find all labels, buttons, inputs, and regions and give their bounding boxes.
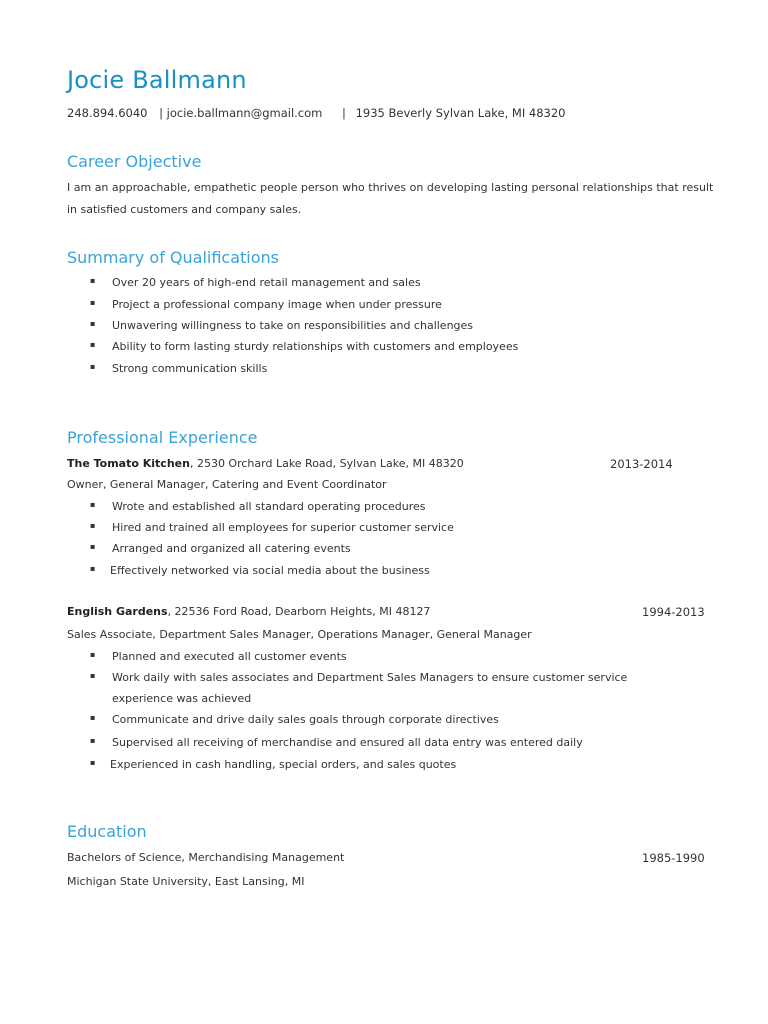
bullet-icon: ▪ [90,542,96,551]
bullet-icon: ▪ [90,650,96,659]
experience-heading: Professional Experience [67,428,258,447]
contact-separator: | [159,106,164,120]
bullet-icon: ▪ [90,319,96,328]
bullet-icon: ▪ [90,500,96,509]
phone-number: 248.894.6040 [67,106,148,120]
employer-name: English Gardens [67,605,168,618]
education-degree: Bachelors of Science, Merchandising Management [67,851,345,864]
contact-line [67,106,565,120]
resume-name: Jocie Ballmann [67,66,247,94]
resume-page: Jocie Ballmann 248.894.6040 | jocie.ballmann@gmail.com | 1935 Beverly Sylvan Lake, MI 48320 Career Objective I am an approachable, empathetic people person who thrives on developing lasting personal relationships that result in satisfied customers and company sales. Summary of Qualifications ▪ Over 20 years of high-end retail management and sales ▪ Project a professional company image when under pressure ▪ Unwavering willingness to take on responsibilities and challenges ▪ Ability to form lasting sturdy relationships with customers and employees ▪ Strong communication skills Professional Experience The Tomato Kitchen, 2530 Orchard Lake Road, Sylvan Lake, MI 48320 2013-2014 Owner, General Manager, Catering and Event Coordinator ▪ Wrote and established all standard operating procedures ▪ Hired and trained all employees for superior customer service ▪ Arranged and organized all catering events ▪ Effectively networked via social media about the business English Gardens, 22536 Ford Road, Dearborn Heights, MI 48127 1994-2013 Sales Associate, Department Sales Manager, Operations Manager, General Manager ▪ Planned and executed all customer events ▪ Work daily with sales associates and Department Sales Managers to ensure customer service experience was achieved ▪ Communicate and drive daily sales goals through corporate directives ▪ Supervised all receiving of merchandise and ensured all data entry was entered daily ▪ Experienced in cash handling, special orders, and sales quotes Education Bachelors of Science, Merchandising Management 1985-1990 Michigan State University, East Lansing, MI [67,66,714,888]
bullet-icon: ▪ [90,736,96,745]
bullet-icon: ▪ [90,671,96,680]
education-years: 1985-1990 [642,851,705,865]
bullet-icon: ▪ [90,276,96,285]
bullet-icon: ▪ [90,340,96,349]
qualifications-heading: Summary of Qualifications [67,248,280,267]
employer-name: The Tomato Kitchen [67,457,190,470]
bullet-icon: ▪ [90,564,96,573]
employer-location: , 2530 Orchard Lake Road, Sylvan Lake, MI 48320 [189,457,464,470]
contact-separator: | [342,106,346,120]
employer-location: , 22536 Ford Road, Dearborn Heights, MI 48127 [167,605,431,618]
career-objective-heading: Career Objective [67,152,202,171]
objective-line-2: in satisfied customers and company sales. [67,203,302,216]
objective-line-1: I am an approachable, empathetic people person who thrives on developing lasting personal relationships that result [67,181,714,194]
education-heading: Education [67,822,147,841]
email-address: jocie.ballmann@gmail.com [166,106,323,120]
bullet-icon: ▪ [90,298,96,307]
street-address: 1935 Beverly Sylvan Lake, MI 48320 [355,106,566,120]
job-1-years: 2013-2014 [610,457,673,471]
bullet-icon: ▪ [90,362,96,371]
job-2-titles: Sales Associate, Department Sales Manager, Operations Manager, General Manager [67,628,532,641]
bullet-icon: ▪ [90,521,96,530]
job-1-header [67,457,464,470]
job-1-titles: Owner, General Manager, Catering and Event Coordinator [67,478,387,491]
bullet-icon: ▪ [90,758,96,767]
bullet-icon: ▪ [90,713,96,722]
job-2-header [67,605,430,618]
education-school: Michigan State University, East Lansing, MI [67,875,305,888]
job-2-years: 1994-2013 [642,605,705,619]
